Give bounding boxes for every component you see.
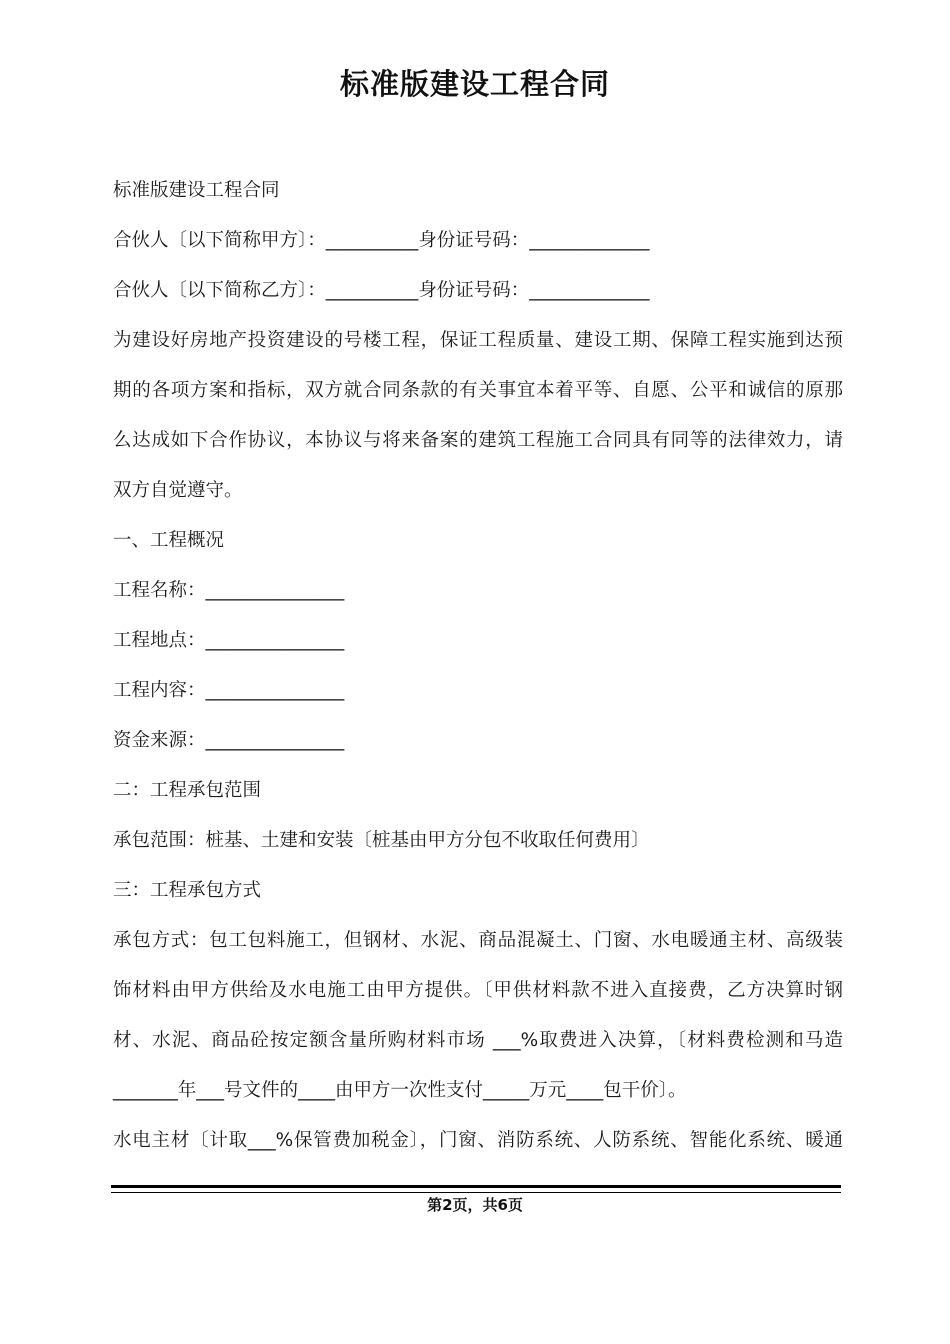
contract-method-line-2: 饰材料由甲方供给及水电施工由甲方提供。〔甲供材料款不进入直接费，乙方决算时钢 [113, 980, 843, 1001]
page-number: 第2页，共6页 [427, 1196, 523, 1214]
funding-source-line: 资金来源：_______________ [113, 730, 345, 751]
party-b-line: 合伙人〔以下简称乙方〕：__________身份证号码：_____________ [113, 280, 650, 301]
footer-divider [111, 1185, 841, 1193]
document-body [113, 166, 843, 1166]
page-title: 标准版建设工程合同 [339, 67, 610, 101]
contract-method-line-3: 材、水泥、商品砼按定额含量所购材料市场 ___%取费进入决算，〔材料费检测和马造 [113, 1030, 843, 1051]
utilities-materials-line: 水电主材〔计取___%保管费加税金〕，门窗、消防系统、人防系统、智能化系统、暖通 [113, 1130, 843, 1151]
section-heading-2: 二：工程承包范围 [113, 780, 262, 801]
party-a-line: 合伙人〔以下简称甲方〕：__________身份证号码：_____________ [113, 230, 650, 251]
preamble-line-3: 么达成如下合作协议，本协议与将来备案的建筑工程施工合同具有同等的法律效力，请 [113, 430, 843, 451]
preamble-line-1: 为建设好房地产投资建设的号楼工程，保证工程质量、建设工期、保障工程实施到达预 [113, 330, 843, 351]
project-name-line: 工程名称：_______________ [113, 580, 345, 601]
subtitle-line: 标准版建设工程合同 [113, 180, 280, 201]
section-heading-3: 三：工程承包方式 [113, 880, 262, 901]
contract-scope-line: 承包范围：桩基、土建和安装〔桩基由甲方分包不收取任何费用〕 [113, 830, 650, 851]
section-heading-1: 一、工程概况 [113, 530, 225, 551]
preamble-line-4: 双方自觉遵守。 [113, 480, 243, 501]
project-location-line: 工程地点：_______________ [113, 630, 345, 651]
contract-method-line-1: 承包方式：包工包料施工，但钢材、水泥、商品混凝土、门窗、水电暖通主材、高级装 [113, 930, 843, 951]
contract-method-line-4: _______年___号文件的____由甲方一次性支付_____万元____包干价〕。 [113, 1080, 687, 1101]
project-content-line: 工程内容：_______________ [113, 680, 345, 701]
preamble-line-2: 期的各项方案和指标，双方就合同条款的有关事宜本着平等、自愿、公平和诚信的原那 [113, 380, 843, 401]
